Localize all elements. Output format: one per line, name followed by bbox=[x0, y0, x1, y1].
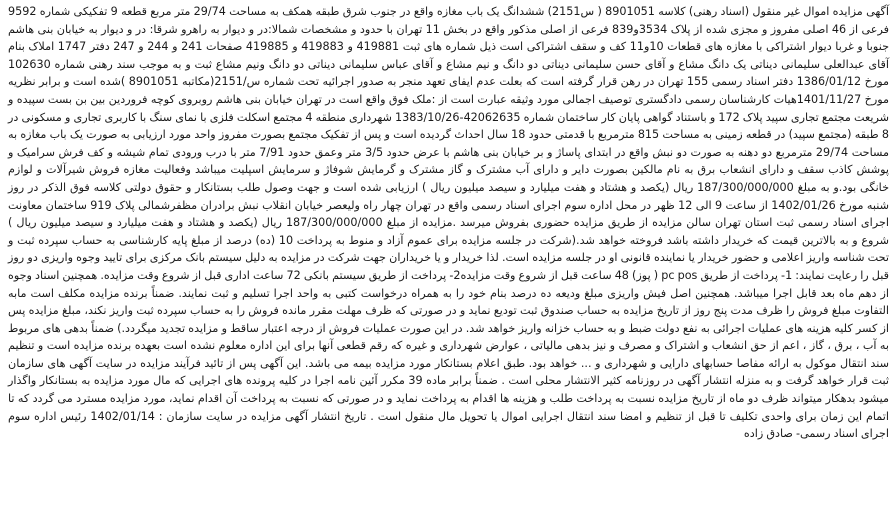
auction-notice-text: آگهی مزایده اموال غیر منقول (اسناد رهنی) کلاسه 8901051 ( س2151) ششدانگ یک باب مغازه واقع در جنوب شرق طبقه همکف به مساحت 29/74 متر مربع قطعه 9 تفکیکی شماره 9592 فرعی از 46 اصلی مفروز و مجزی شده از پلاک 3534و839 فرعی از اصلی مذکور واقع در بخش 11 تهران با حدود و مشخصات شمالا:در و دیوار به راهرو شرقا: در و دیوار به خیابان بنی هاشم جنوبا و غربا دیوار اشتراکی با مغازه های قطعات 10و11 کف و سقف اشتراکی است ذیل شماره های ثبت 419881 و 419883 و 419885 صفحات 241 و 244 و 247 دفتر 1747 املاک بنام آقای عبدالعلی سلیمانی دیناتی یک دانگ مشاع و آقای حسن سلیمانی دیناتی دو دانگ و نیم مشاع و آقای عباس سلیمانی دیناتی دو دانگ ونیم مشاع ثبت و به موجب سند رهنی شماره 102630 مورخ 1386/01/12 دفتر اسناد رسمی 155 تهران در رهن قرار گرفته است که بعلت عدم ایفای تعهد منجر به صدور اجرائیه تحت شماره س/2151(مکاتبه 8901051 )شده است و برابر نظریه مورخ 1401/11/27هیات کارشناسان رسمی دادگستری توصیف اجمالی مورد وثیقه عبارت است از :ملک فوق واقع است در تهران خیابان بنی هاشم روبروی کوچه فروردین بین بن بست سپیده و شریعت مجتمع تجاری سپید پلاک 172 و باستناد گواهی پایان کار ساختمان شماره 42062635-1383/10/26 شهرداری منطقه 4 مجتمع اسکلت فلزی با نمای سنگ با کاربری تجاری و مسکونی در 8 طبقه (مجتمع سپید) در قطعه زمینی به مساحت 815 مترمربع با قدمتی حدود 18 سال احداث گردیده است و پس از تفکیک مجتمع بصورت مفروز واحد مورد ارزیابی به صورت یک باب مغازه به مساحت 29/74 مترمربع دو دهنه به صورت دو نبش واقع در ابتدای پاساژ و بر خیابان بنی هاشم با عرض حدود 3/5 متر وعمق حدود 7/91 متر با درب ورودی تمام شیشه و کف فرش سرامیک و پوشش کاذب سقف و دارای انشعاب برق به نام مالکین بصورت دایر و دارای آب مشترک و گاز مشترک و گرمایش شوفاژ و سرمایش اسپلیت میباشد وفعالیت مغازه فروش شیرآلات و لوازم خانگی بود.و به مبلغ 187/300/000/000 ریال (یکصد و هشتاد و هفت میلیارد و سیصد میلیون ریال ) ارزیابی شده است و جهت وصول طلب بستانکار و حقوق دولتی کلاسه فوق الذکر در روز شنبه مورخ 1402/01/26 از ساعت 9 الی 12 ظهر در محل اداره سوم اجرای اسناد رسمی واقع در تهران چهار راه ولیعصر خیابان انقلاب نبش برادران مظفرشمالی پلاک 919 ساختمان معاونت اجرای اسناد رسمی ثبت استان تهران سالن مزایده از طریق مزایده حضوری بفروش میرسد .مزایده از مبلغ 187/300/000/000 ریال (یکصد و هشتاد و هفت میلیارد و سیصد میلیون ریال ) شروع و به بالاترین قیمت که خریدار داشته باشد فروخته خواهد شد.(شرکت در جلسه مزایده برای عموم آزاد و منوط به پرداخت 10 (ده) درصد از مبلغ پایه کارشناسی به حساب سپرده ثبت و تحت شناسه واریز اعلامی و حضور خریدار یا نماینده قانونی او در جلسه مزایده است. لذا خریدار و یا خریداران جهت شرکت در مزایده به دلیل سیستم بانک مرکزی برای تایید وجوه واریزی دو روز قبل را رعایت نمایند: 1- پرداخت از طریق pc pos ( پوز) 48 ساعت قبل از شروع وقت مزایده2- پرداخت از طریق سیستم بانکی 72 ساعت اداری قبل از شروع وقت مزایده. همچنین اسناد وجوه از دهم ماه بعد قابل اجرا میباشد. همچنین اصل فیش واریزی مبلغ ودیعه ده درصد بنام خود را به همراه درخواست کتبی به واحد اجرا تسلیم و ثبت نمایند. ضمناً برنده مزایده مکلف است مابه التفاوت مبلغ فروش را ظرف مدت پنج روز از تاریخ مزایده به حساب صندوق ثبت تودیع نماید و در صورتی که ظرف مهلت مقرر مانده فروش را به حساب سپرده ثبت واریز نکند، مبلغ مزایده پس از کسر کلیه هزینه های عملیات اجرائی به نفع دولت ضبط و به حساب خزانه واریز خواهد شد. در این صورت عملیات فروش از درجه اعتبار ساقط و مزایده تجدید میگردد.) ضمناً بدهی های مربوط به آب ، برق ، گاز ، اعم از حق انشعاب و اشتراک و مصرف و نیز بدهی مالیاتی ، عوارض شهرداری و غیره که رقم قطعی آنها برای این اداره معلوم نشده است بعهده برنده مزایده است و تنظیم سند انتقال موکول به ارائه مفاصا حسابهای دارایی و شهرداری و ... خواهد بود. طبق اعلام بستانکار مورد مزایده بیمه می باشد. این آگهی پس از تائید فرآیند مزایده در سایت آگهی های سازمان ثبت قرار خواهد گرفت و به منزله انتشار آگهی در روزنامه کثیر الانتشار محلی است . ضمناً برابر ماده 39 مکرر آئین نامه اجرا در کلیه پرونده های اجرایی که مال مورد مزایده به بستانکار واگذار میشود بدهکار میتواند ظرف دو ماه از تاریخ مزایده نسبت به پرداخت طلب و هزینه ها اقدام به پرداخت نماید و در صورتی که نسبت به پرداخت آن اقدام نماید، مورد مزایده مسترد می گردد که تا اتمام این زمان برای واحدی تکلیف تا قبل از تنظیم و امضا سند انتقال اجرایی اموال یا تحویل مال منقول است . تاریخ انتشار آگهی مزایده در سایت سازمان : 1402/01/14 رئیس اداره سوم اجرای اسناد رسمی- صادق زاده bbox=[8, 5, 890, 441]
